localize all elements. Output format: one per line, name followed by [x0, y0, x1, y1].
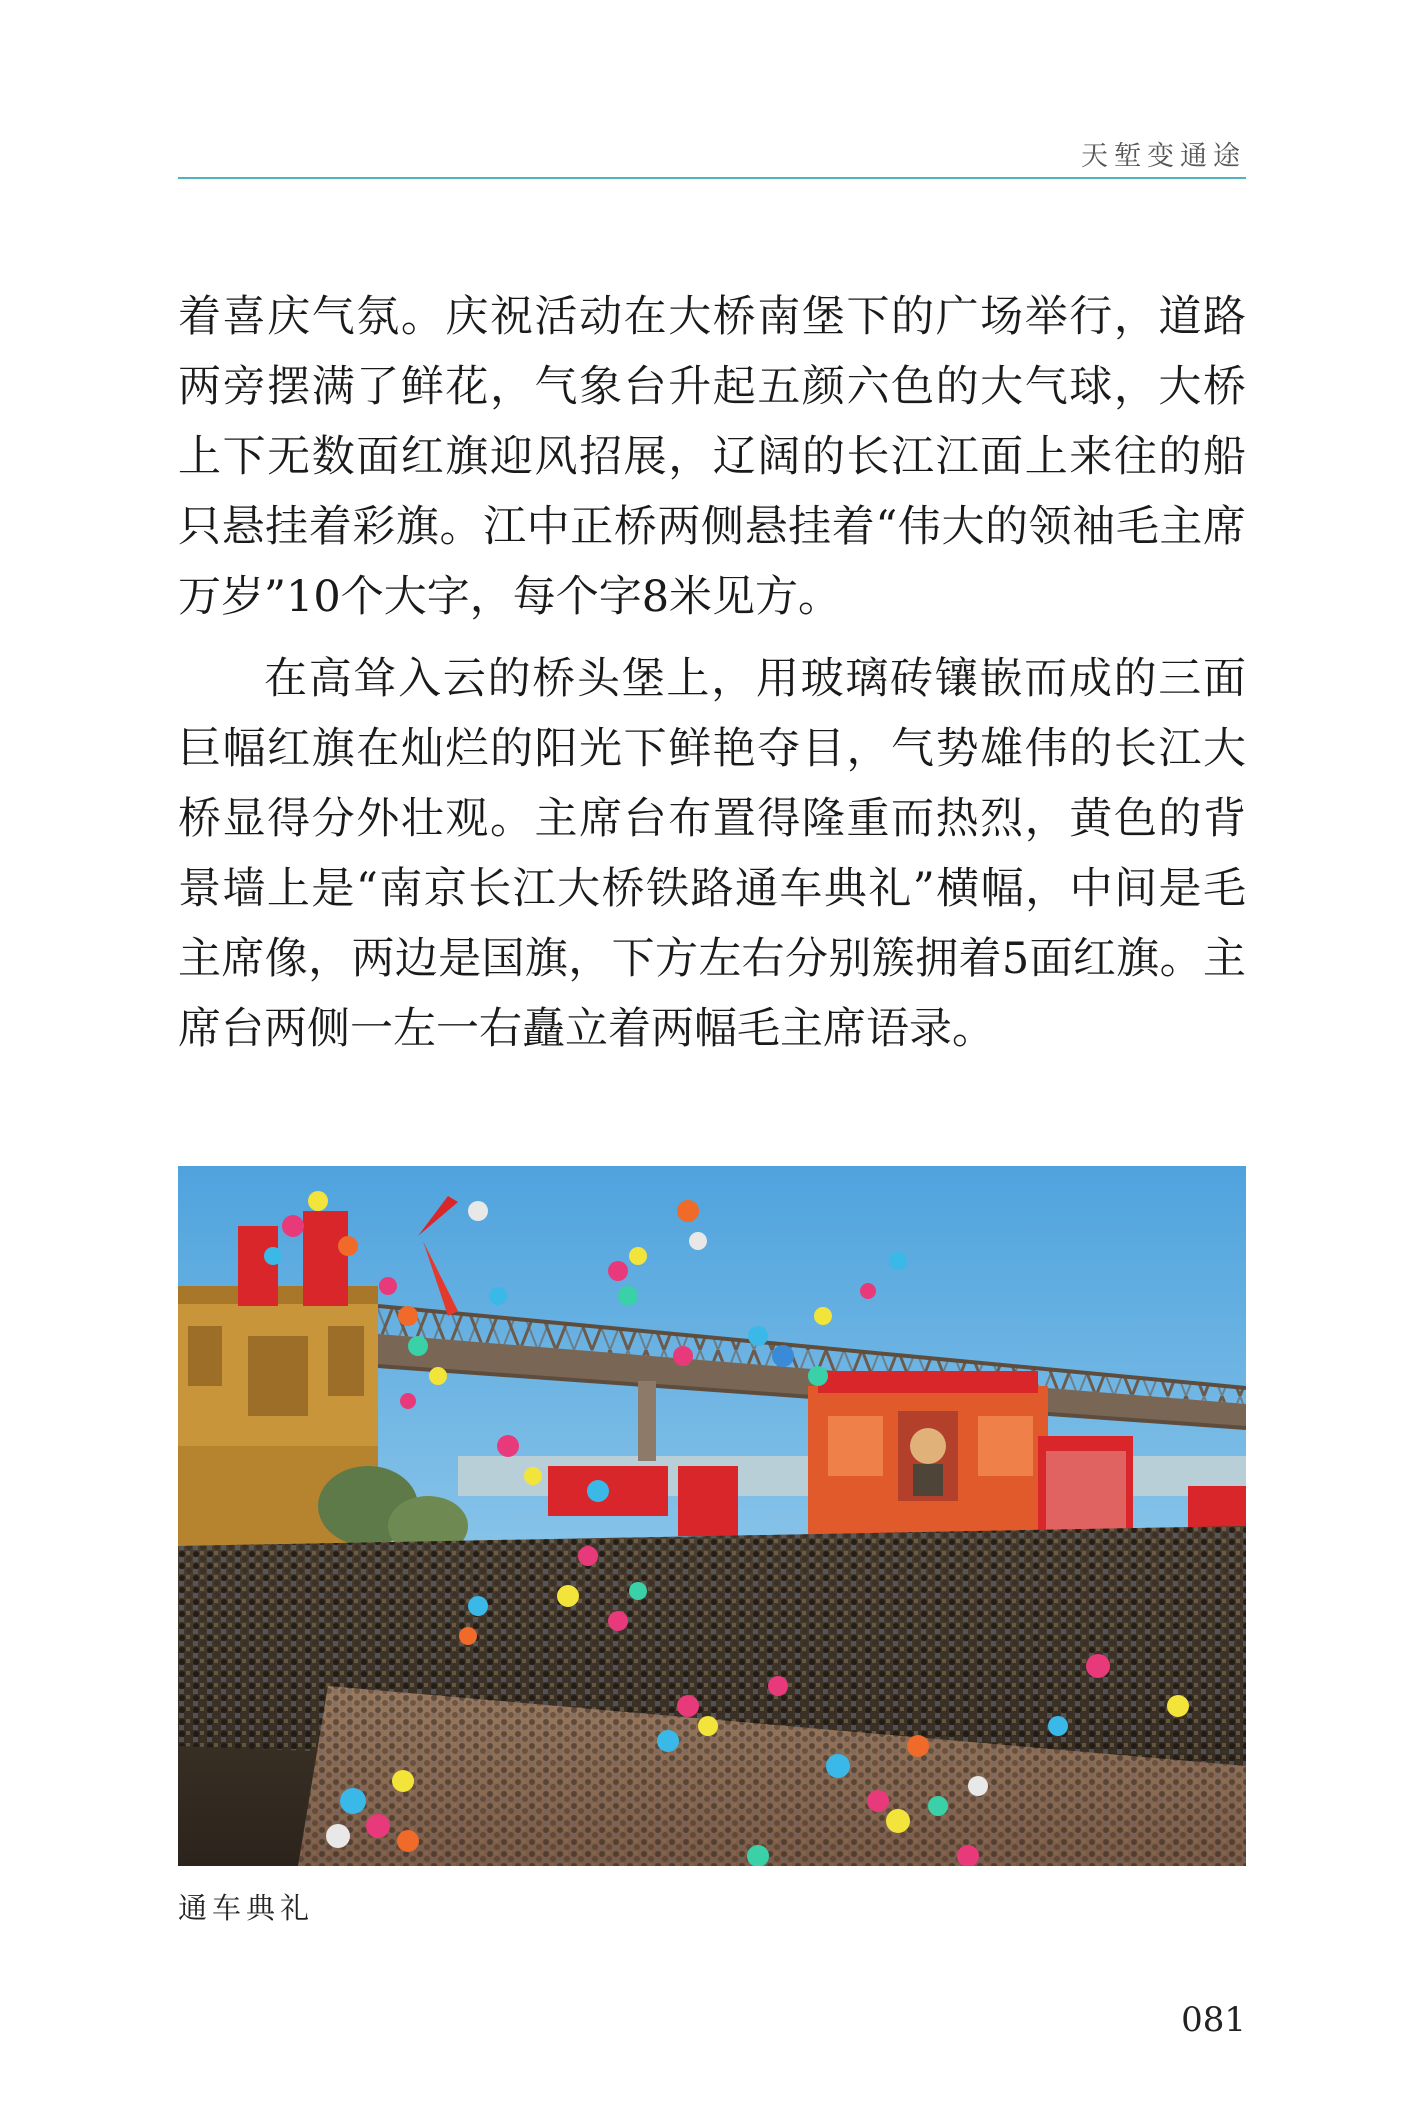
running-header [0, 0, 1417, 180]
paragraph: 在高耸入云的桥头堡上，用玻璃砖镶嵌而成的三面巨幅红旗在灿烂的阳光下鲜艳夺目，气势雄伟的长江大桥显得分外壮观。主席台布置得隆重而热烈，黄色的背景墙上是“南京长江大桥铁路通车典礼”横幅，中间是毛主席像，两边是国旗，下方左右分别簇拥着5面红旗。主席台两侧一左一右矗立着两幅毛主席语录。 [178, 654, 1246, 1054]
body-text [178, 282, 1246, 1076]
paragraph: 着喜庆气氛。庆祝活动在大桥南堡下的广场举行，道路两旁摆满了鲜花，气象台升起五颜六色的大气球，大桥上下无数面红旗迎风招展，辽阔的长江江面上来往的船只悬挂着彩旗。江中正桥两侧悬挂着“伟大的领袖毛主席万岁”10个大字，每个字8米见方。 [178, 292, 1246, 622]
header-rule [178, 177, 1246, 179]
ceremony-photo-illustration [178, 1166, 1246, 1866]
crowd [178, 1526, 1246, 1866]
ceremony-photo [178, 1166, 1246, 1866]
page-number: 081 [1181, 2000, 1246, 2040]
running-title: 天堑变通途 [1081, 141, 1246, 172]
figure-caption: 通车典礼 [178, 1891, 315, 1925]
